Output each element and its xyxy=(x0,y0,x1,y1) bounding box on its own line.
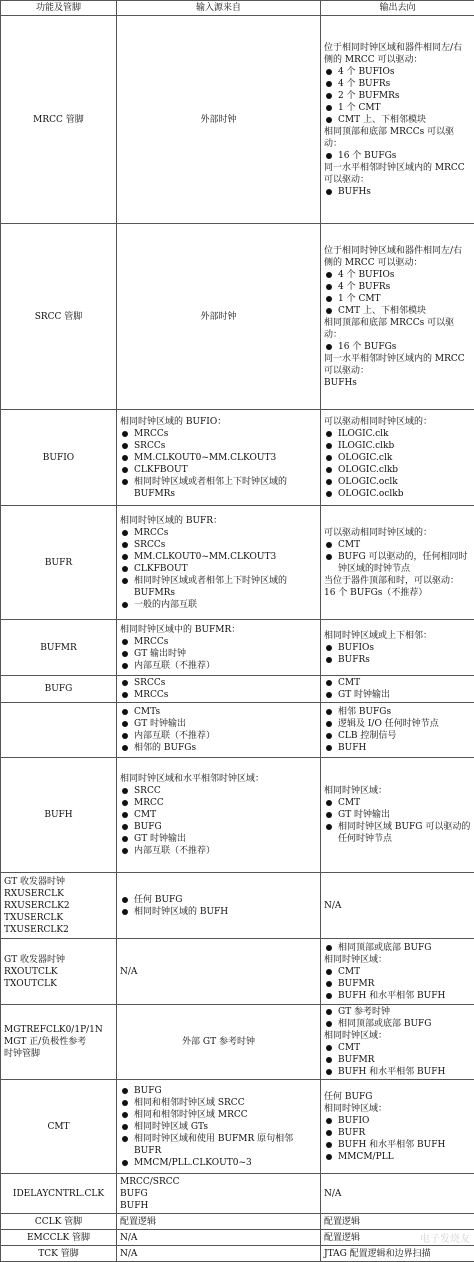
text-line: BUFH xyxy=(120,1200,317,1212)
output-destination-cell xyxy=(321,703,474,758)
bullet-item: 4 个 BUFIOs xyxy=(324,269,471,281)
text-line: 外部时钟 xyxy=(120,311,317,323)
input-source-cell xyxy=(117,410,321,506)
bullet-item: BUFHs xyxy=(324,186,471,198)
function-label: EMCCLK 管脚 xyxy=(4,1232,113,1244)
output-destination-cell xyxy=(321,1174,474,1214)
bullet-item: 相同顶部或底部 BUFG xyxy=(324,942,471,954)
bullet-item: 相同时钟区域 GTs xyxy=(120,1121,317,1133)
function-label: SRCC 管脚 xyxy=(4,311,113,323)
bullet-item: BUFRs xyxy=(324,654,471,666)
bullet-item: 相同时钟区域和使用 BUFMR 原句相邻 BUFR xyxy=(120,1133,317,1157)
text-line: 相同顶部和底部 MRCCs 可以驱动： xyxy=(324,317,471,341)
function-label: RXUSERCLK2 xyxy=(4,900,113,912)
bullet-item: OLOGIC.clkb xyxy=(324,464,471,476)
text-line: 配置逻辑 xyxy=(324,1232,471,1244)
text-line: 同一水平相邻时钟区域内的 MRCC 可以驱动： xyxy=(324,162,471,186)
function-label: BUFG xyxy=(4,683,113,695)
function-cell xyxy=(1,1080,117,1174)
bullet-item: 16 个 BUFGs xyxy=(324,341,471,353)
text-line: 相同时钟区域中的 BUFMR： xyxy=(120,624,317,636)
text-line: 相同时钟区域的 BUFIO： xyxy=(120,416,317,428)
text-line: 外部时钟 xyxy=(120,114,317,126)
output-destination-cell xyxy=(321,1080,474,1174)
bullet-item: CMT 上、下相邻模块 xyxy=(324,114,471,126)
function-label: 时钟管脚 xyxy=(4,1048,113,1060)
bullet-item: BUFH xyxy=(324,742,471,754)
function-cell xyxy=(1,703,117,758)
input-source-cell xyxy=(117,1246,321,1262)
output-destination-cell xyxy=(321,676,474,703)
bullet-item: OLOGIC.oclkb xyxy=(324,488,471,500)
function-cell xyxy=(1,1230,117,1246)
text-line: 位于相同时钟区域和器件相同左/右侧的 MRCC 可以驱动： xyxy=(324,42,471,66)
text-line: N/A xyxy=(120,1248,317,1260)
function-label: BUFIO xyxy=(4,452,113,464)
output-destination-cell xyxy=(321,224,474,410)
table-row xyxy=(1,676,474,703)
text-line: 相同顶部和底部 MRCCs 可以驱动： xyxy=(324,126,471,150)
table-row xyxy=(1,1214,474,1230)
bullet-item: 相同顶部或底部 BUFG xyxy=(324,1018,471,1030)
output-destination-cell xyxy=(321,410,474,506)
bullet-item: CMT xyxy=(324,677,471,689)
function-label: RXOUTCLK xyxy=(4,966,113,978)
function-label: MGTREFCLK0/1P/1N xyxy=(4,1024,113,1036)
bullet-item: 相同时钟区域 BUFG 可以驱动的任何时钟节点 xyxy=(324,821,471,845)
table-row xyxy=(1,1174,474,1214)
text-line: JTAG 配置逻辑和边界扫描 xyxy=(324,1248,471,1260)
function-label: TXOUTCLK xyxy=(4,978,113,990)
input-source-cell xyxy=(117,1214,321,1230)
table-row xyxy=(1,1230,474,1246)
output-destination-cell xyxy=(321,1246,474,1262)
function-cell xyxy=(1,873,117,939)
header-function: 功能及管脚 xyxy=(1,1,117,16)
input-source-cell xyxy=(117,16,321,224)
function-cell xyxy=(1,16,117,224)
bullet-item: BUFG 可以驱动的，任何相同时钟区域的时钟节点 xyxy=(324,551,471,575)
bullet-item: CLKFBOUT xyxy=(120,464,317,476)
text-line: 可以驱动相同时钟区域的： xyxy=(324,527,471,539)
function-cell xyxy=(1,1246,117,1262)
bullet-item: BUFIOs xyxy=(324,642,471,654)
table-row xyxy=(1,224,474,410)
bullet-item: 内部互联（不推荐） xyxy=(120,660,317,672)
bullet-item: CLKFBOUT xyxy=(120,563,317,575)
function-label: BUFH xyxy=(4,809,113,821)
text-line: BUFG xyxy=(120,1188,317,1200)
output-destination-cell xyxy=(321,873,474,939)
text-line: 相同时钟区域： xyxy=(324,1030,471,1042)
bullet-item: 相邻的 BUFGs xyxy=(120,742,317,754)
output-destination-cell xyxy=(321,620,474,676)
bullet-item: GT 参考时钟 xyxy=(324,1006,471,1018)
bullet-item: SRCC xyxy=(120,785,317,797)
bullet-item: CMT xyxy=(324,966,471,978)
bullet-item: 相同时钟区域或者相邻上下时钟区域的 BUFMRs xyxy=(120,575,317,599)
bullet-item: 内部互联（不推荐） xyxy=(120,845,317,857)
bullet-item: 内部互联（不推荐） xyxy=(120,730,317,742)
function-cell xyxy=(1,676,117,703)
bullet-item: MM.CLKOUT0~MM.CLKOUT3 xyxy=(120,452,317,464)
text-line: 16 个 BUFGs（不推荐） xyxy=(324,587,471,599)
bullet-item: 相同和相邻时钟区域 SRCC xyxy=(120,1097,317,1109)
bullet-item: 16 个 BUFGs xyxy=(324,150,471,162)
table-row xyxy=(1,1005,474,1080)
input-source-cell xyxy=(117,676,321,703)
bullet-item: BUFG xyxy=(120,821,317,833)
bullet-item: MRCCs xyxy=(120,428,317,440)
bullet-item: MMCM/PLL xyxy=(324,1151,471,1163)
bullet-item: CLB 控制信号 xyxy=(324,730,471,742)
bullet-item: CMT xyxy=(324,1042,471,1054)
header-output-destination: 输出去向 xyxy=(321,1,474,16)
table-row xyxy=(1,506,474,620)
bullet-item: 逻辑及 I/O 任何时钟节点 xyxy=(324,718,471,730)
text-line: MRCC/SRCC xyxy=(120,1176,317,1188)
bullet-item: GT 时钟输出 xyxy=(324,689,471,701)
text-line: 外部 GT 参考时钟 xyxy=(120,1036,317,1048)
text-line: 相同时钟区域或上下相邻： xyxy=(324,630,471,642)
output-destination-cell xyxy=(321,758,474,873)
bullet-item: 一般的内部互联 xyxy=(120,599,317,611)
text-line: 位于相同时钟区域和器件相同左/右侧的 MRCC 可以驱动： xyxy=(324,245,471,269)
bullet-item: 相同和相邻时钟区域 MRCC xyxy=(120,1109,317,1121)
text-line: 当位于器件顶部和时，可以驱动： xyxy=(324,575,471,587)
table-row xyxy=(1,1080,474,1174)
text-line: 相同时钟区域： xyxy=(324,954,471,966)
table-row xyxy=(1,703,474,758)
output-destination-cell xyxy=(321,16,474,224)
text-line: N/A xyxy=(324,1188,471,1200)
input-source-cell xyxy=(117,1230,321,1246)
bullet-item: BUFMR xyxy=(324,978,471,990)
text-line: 任何 BUFG xyxy=(324,1091,471,1103)
output-destination-cell xyxy=(321,939,474,1005)
bullet-item: MRCCs xyxy=(120,636,317,648)
bullet-item: 4 个 BUFRs xyxy=(324,78,471,90)
bullet-item: 任何 BUFG xyxy=(120,894,317,906)
function-cell xyxy=(1,410,117,506)
function-label: MGT 正/负极性参考 xyxy=(4,1036,113,1048)
output-destination-cell xyxy=(321,506,474,620)
table-row xyxy=(1,620,474,676)
bullet-item: 4 个 BUFIOs xyxy=(324,66,471,78)
input-source-cell xyxy=(117,873,321,939)
bullet-item: BUFMR xyxy=(324,1054,471,1066)
bullet-item: 相邻 BUFGs xyxy=(324,706,471,718)
function-label: GT 收发器时钟 xyxy=(4,954,113,966)
input-source-cell xyxy=(117,1174,321,1214)
function-label: BUFR xyxy=(4,557,113,569)
input-source-cell xyxy=(117,758,321,873)
function-cell xyxy=(1,1005,117,1080)
bullet-item: MMCM/PLL.CLKOUT0~3 xyxy=(120,1157,317,1169)
bullet-item: ILOGIC.clkb xyxy=(324,440,471,452)
function-cell xyxy=(1,758,117,873)
table-row xyxy=(1,873,474,939)
bullet-item: CMT xyxy=(120,809,317,821)
text-line: 相同时钟区域： xyxy=(324,1103,471,1115)
input-source-cell xyxy=(117,224,321,410)
text-line: 配置逻辑 xyxy=(324,1216,471,1228)
function-label: TCK 管脚 xyxy=(4,1248,113,1260)
text-line: 相同时钟区域的 BUFR： xyxy=(120,515,317,527)
bullet-item: BUFH 和水平相邻 BUFH xyxy=(324,1066,471,1078)
text-line: N/A xyxy=(120,966,317,978)
input-source-cell xyxy=(117,1005,321,1080)
bullet-item: 1 个 CMT xyxy=(324,102,471,114)
table-row xyxy=(1,16,474,224)
text-line: N/A xyxy=(324,900,471,912)
function-label: IDELAYCNTRL.CLK xyxy=(4,1188,113,1200)
bullet-item: SRCCs xyxy=(120,677,317,689)
function-cell xyxy=(1,620,117,676)
bullet-item: BUFR xyxy=(324,1127,471,1139)
input-source-cell xyxy=(117,703,321,758)
bullet-item: GT 输出时钟 xyxy=(120,648,317,660)
function-cell xyxy=(1,506,117,620)
function-label: CMT xyxy=(4,1121,113,1133)
bullet-item: BUFG xyxy=(120,1085,317,1097)
table-row xyxy=(1,939,474,1005)
output-destination-cell xyxy=(321,1214,474,1230)
bullet-item: GT 时钟输出 xyxy=(324,809,471,821)
text-line: 相同时钟区域和水平相邻时钟区域： xyxy=(120,773,317,785)
text-line: BUFHs xyxy=(324,377,471,389)
bullet-item: GT 时钟输出 xyxy=(120,833,317,845)
table-row xyxy=(1,410,474,506)
output-destination-cell xyxy=(321,1005,474,1080)
bullet-item: MRCCs xyxy=(120,689,317,701)
bullet-item: MM.CLKOUT0~MM.CLKOUT3 xyxy=(120,551,317,563)
bullet-item: CMT xyxy=(324,797,471,809)
bullet-item: MRCC xyxy=(120,797,317,809)
bullet-item: GT 时钟输出 xyxy=(120,718,317,730)
bullet-item: CMTs xyxy=(120,706,317,718)
bullet-item: BUFH 和水平相邻 BUFH xyxy=(324,1139,471,1151)
bullet-item: CMT 上、下相邻模块 xyxy=(324,305,471,317)
text-line: 相同时钟区域： xyxy=(324,785,471,797)
table-row xyxy=(1,1246,474,1262)
function-cell xyxy=(1,1214,117,1230)
header-input-source: 输入源来自 xyxy=(117,1,321,16)
function-cell xyxy=(1,224,117,410)
text-line: N/A xyxy=(120,1232,317,1244)
input-source-cell xyxy=(117,1080,321,1174)
input-source-cell xyxy=(117,620,321,676)
bullet-item: CMT xyxy=(324,539,471,551)
function-label: TXUSERCLK2 xyxy=(4,924,113,936)
bullet-item: OLOGIC.oclk xyxy=(324,476,471,488)
bullet-item: OLOGIC.clk xyxy=(324,452,471,464)
input-source-cell xyxy=(117,506,321,620)
bullet-item: SRCCs xyxy=(120,440,317,452)
function-cell xyxy=(1,939,117,1005)
bullet-item: BUFH 和水平相邻 BUFH xyxy=(324,990,471,1002)
function-label: GT 收发器时钟 xyxy=(4,876,113,888)
input-source-cell xyxy=(117,939,321,1005)
text-line: 配置逻辑 xyxy=(120,1216,317,1228)
function-cell xyxy=(1,1174,117,1214)
bullet-item: BUFIO xyxy=(324,1115,471,1127)
bullet-item: 相同时钟区域的 BUFH xyxy=(120,906,317,918)
bullet-item: ILOGIC.clk xyxy=(324,428,471,440)
text-line: 同一水平相邻时钟区域内的 MRCC 可以驱动： xyxy=(324,353,471,377)
text-line: 可以驱动相同时钟区域的： xyxy=(324,416,471,428)
function-label: MRCC 管脚 xyxy=(4,114,113,126)
bullet-item: MRCCs xyxy=(120,527,317,539)
bullet-item: 4 个 BUFRs xyxy=(324,281,471,293)
function-label: TXUSERCLK xyxy=(4,912,113,924)
bullet-item: 1 个 CMT xyxy=(324,293,471,305)
function-label: RXUSERCLK xyxy=(4,888,113,900)
table-row xyxy=(1,758,474,873)
bullet-item: 2 个 BUFMRs xyxy=(324,90,471,102)
function-label: CCLK 管脚 xyxy=(4,1216,113,1228)
watermark-logo: 电子发烧友 xyxy=(420,1230,470,1245)
header-row xyxy=(1,1,474,16)
bullet-item: SRCCs xyxy=(120,539,317,551)
bullet-item: 相同时钟区域或者相邻上下时钟区域的 BUFMRs xyxy=(120,476,317,500)
function-label: BUFMR xyxy=(4,642,113,654)
